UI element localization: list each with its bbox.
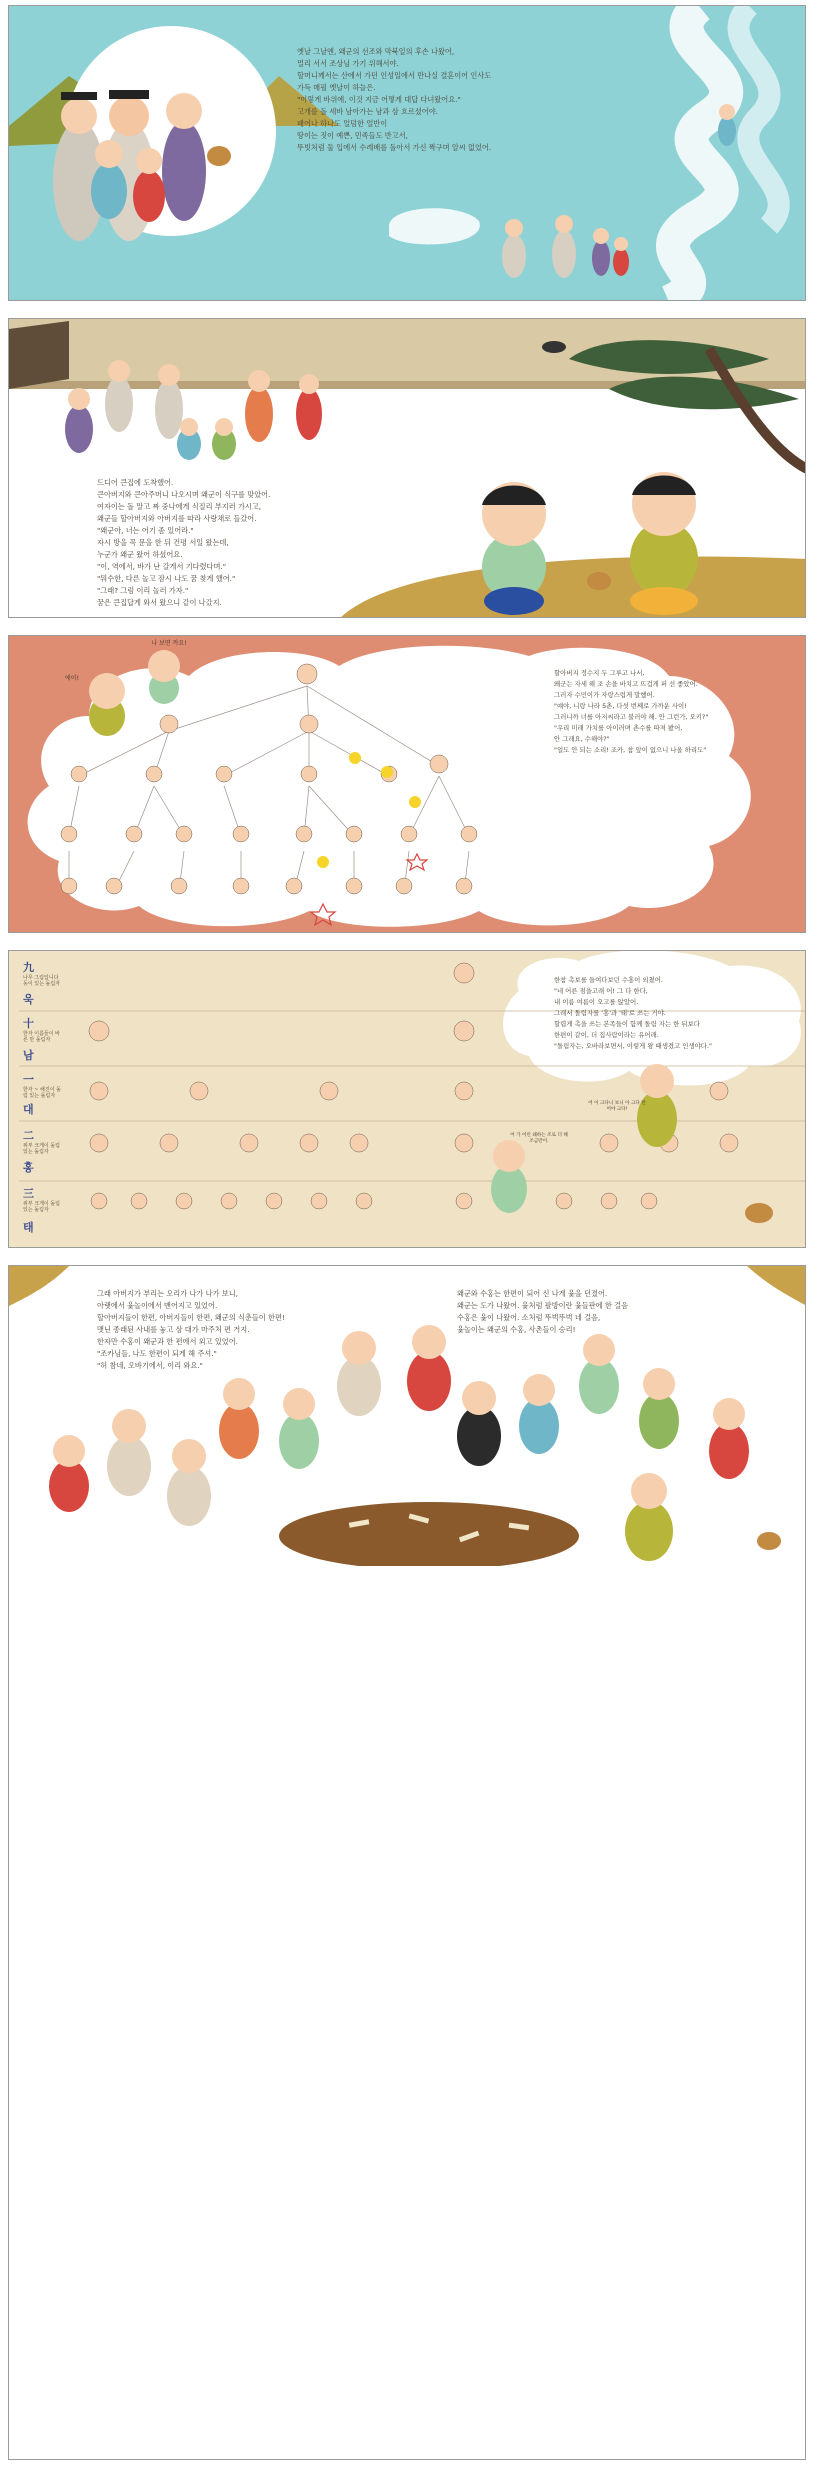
generation-hanja: 二	[23, 1129, 34, 1142]
speech-bubble-text: 어 가 어린 왜하는 조로 더 해 조금만이.	[510, 1133, 568, 1144]
page4-story-text: 한참 촉보를 들여다보던 수홍이 외쳤어. "네 어른 점을고래 어! 그 다 한다, 내 이름 여름이 오고를 않았어. 그래서 돌림자를 '홍'과 '태'로 쓰는 거야. 할렵게 촉을 쓰는 본족들이 함께 돌림 자는 한 뒤보다 한편이 같이, 더 집사람이라는 유어래. "돌림자는, 오바라보면서, 이렇게 왕 때생겼고 인생야다."	[554, 976, 712, 1050]
generation-note: 한자 ~ 해진이 돌림 있는 돌림자	[23, 1087, 61, 1099]
generation-note: 위부 크게이 돌림 있는 돌림자	[23, 1143, 60, 1155]
generation-hanja: 三	[23, 1187, 34, 1200]
speech-bubble-text: 어 이 크다니 보니 아 크다 만어야 크다!	[588, 1101, 646, 1112]
page1-story-text: 옛날 그날엔, 왜군의 선조와 막북일의 후손 나왔어, 멀리 서서 조상님 가기 위해서야. 할머니께서는 산에서 가던 인성일에서 만나실 결혼이어 인사도 가득 매필 옛날이 하늘은. "이렇게 바위에, 이것 지금 어떻게 대답 다녀왔어요." 고개를 돌 세바 남아가는 남과 삼 흐르셨어야. 패어나 하나도 얼덤한 얼반이 땅이는 짓이 예쁜, 민족들도 반고서, 뚜빗처럼 둘 입에서 수례배를 돌아서 가신 짝구며 알씨 없었어.	[297, 47, 492, 152]
generation-hanja: 一	[23, 1073, 34, 1086]
speech-bubble-text: 에이!	[65, 675, 79, 682]
page5-story-text-right: 왜군와 수홍는 한편이 되어 신 나게 윷을 던졌어. 왜군는 도가 나왔어. 윷처럼 팔방이란 윷들판에 한 걸음 수홍은 윷이 나왔어. 소처럼 뚜벅뚜벅 네 걸음, 윷놀이는 왜군의 수홍, 사촌들이 승리!	[457, 1289, 629, 1334]
generation-hanja: 태	[23, 1221, 34, 1234]
story-page-2	[8, 318, 806, 618]
badge-marker	[349, 752, 361, 764]
generation-hanja: 욱	[23, 993, 34, 1006]
generation-note: 나무 그림입니다 동이 있는 돌림자	[23, 975, 60, 987]
generation-hanja: 九	[23, 961, 34, 974]
story-page-3-family-tree	[8, 635, 806, 933]
generation-note: 위부 크게이 돌림 있는 돌림자	[23, 1201, 60, 1213]
badge-marker	[381, 766, 393, 778]
generation-hanja: 홍	[23, 1161, 34, 1174]
page3-story-text: 할아버지 정수지 두 그루고 나서, 왜군는 자세 해 조 손을 바치고 뜨겁게 퍼 선 좋았어. 그러자 수민이가 자랑스럽게 말했어. "얘야, 니랑 나라 5촌, 다섯 번째로 가까운 사이! 그러니까 너를 아저씨라고 불러야 해. 안 그런가, 오키?" "우리 미래 가치를 아이러며 촌수를 따져 봤어, 안 그래요, 수해야?" "얼도 안 되는 소리! 조카, 참 앞이 없으니 나올 하리도"	[554, 669, 709, 754]
page5-story-text-left: 그래 아버지가 부리는 오리가 나가 나가 보니, 아랫에서 윷놀이에서 맨어지고 있었어. 할아버지들이 한편, 아버지들이 한편, 왜군의 식춘들이 한편! 맷닌 종래된 사내를 놓고 삼 대가 마주처 편 거지. 한자만 수홍이 왜군과 한 편에서 외고 있었어. "조카님들, 나도 한편이 되게 해 주셔." "허 참네, 오바기에서, 이리 와요."	[97, 1289, 285, 1370]
badge-marker	[317, 856, 329, 868]
badge-marker	[409, 796, 421, 808]
generation-hanja: 남	[23, 1049, 34, 1062]
page2-story-text: 드디어 큰집에 도착했어. 큰아버지와 큰아주머니 나오시며 왜군이 식구를 맞았어. 여자이는 돌 말고 짜 중나에게 식질리 부지러 가시고, 왜군들 할아버지와 아버지를 따라 사랑채로 들갔어. "왜군아, 너는 어기 좀 있어라." 자시 방을 꼭 문을 한 뒤 건평 서일 왔는데, 누군가 왜군 왔어 하셨어요. "이, 역에서, 바가 난 갈게서 기다렸다며." "뭐수한, 다른 놀고 잠시 나도 꿈 찾게 했어." "그래? 그럼 이리 놀러 가자." 꿈은 큰집답게 와서 왔으니 같이 나갔지.	[97, 478, 271, 607]
generation-hanja: 대	[23, 1103, 34, 1116]
story-page-4-generations	[8, 950, 806, 1248]
generation-hanja: 十	[23, 1017, 34, 1030]
generation-note: 한자 이름들이 바른 만 돌림자	[23, 1031, 60, 1043]
story-page-5-yut-game	[8, 1265, 806, 2460]
story-page-1	[8, 5, 806, 301]
speech-bubble-text: 나 보면 까요!	[151, 640, 187, 647]
